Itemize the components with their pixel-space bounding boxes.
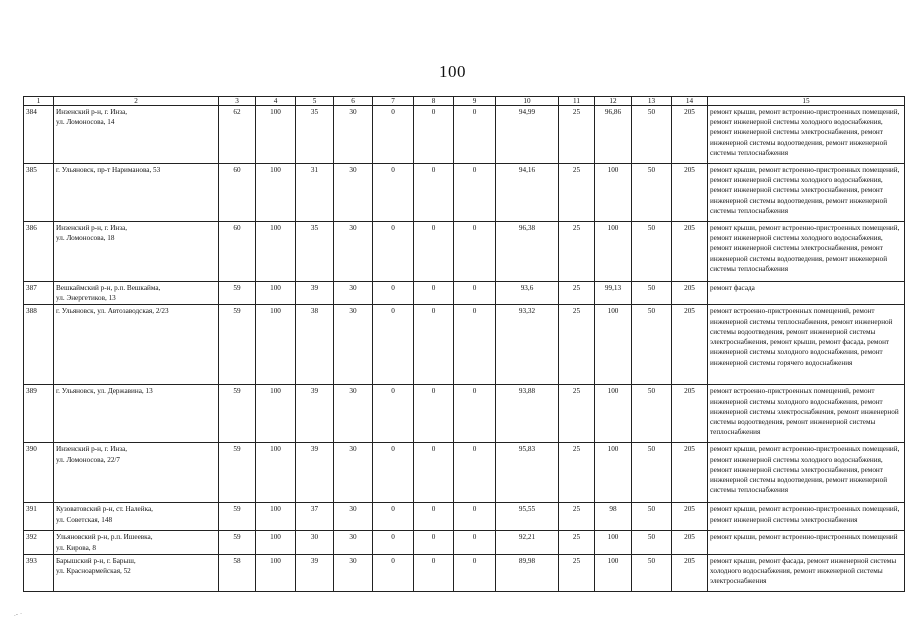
value-cell: 0 <box>373 282 414 305</box>
value-cell: 100 <box>256 554 296 591</box>
value-cell: 60 <box>219 164 256 222</box>
value-cell: 205 <box>672 503 708 531</box>
value-cell: 31 <box>296 164 334 222</box>
row-number: 385 <box>24 164 54 222</box>
table-row <box>24 282 905 305</box>
value-cell: 25 <box>559 443 595 503</box>
column-number: 14 <box>672 97 708 106</box>
row-number: 388 <box>24 305 54 385</box>
address-cell <box>54 503 219 531</box>
value-cell: 30 <box>334 554 373 591</box>
address-line: Барышский р-н, г. Барыш, <box>56 556 136 565</box>
value-cell: 30 <box>334 282 373 305</box>
value-cell: 0 <box>373 503 414 531</box>
address-line: ул. Ломоносова, 18 <box>56 234 115 243</box>
column-number: 3 <box>219 97 256 106</box>
value-cell: 205 <box>672 305 708 385</box>
value-cell: 50 <box>632 106 672 164</box>
column-number: 2 <box>54 97 219 106</box>
value-cell: 50 <box>632 443 672 503</box>
value-cell: 37 <box>296 503 334 531</box>
value-cell: 0 <box>373 554 414 591</box>
value-cell: 100 <box>595 531 632 554</box>
value-cell: 25 <box>559 164 595 222</box>
value-cell: 59 <box>219 282 256 305</box>
value-cell: 25 <box>559 222 595 282</box>
address-line: Ульяновский р-н, р.п. Ишеевка, <box>56 533 153 542</box>
value-cell: 100 <box>256 503 296 531</box>
value-cell: 25 <box>559 503 595 531</box>
column-number: 11 <box>559 97 595 106</box>
value-cell: 59 <box>219 503 256 531</box>
value-cell: 30 <box>334 106 373 164</box>
value-cell: 205 <box>672 443 708 503</box>
value-cell: 50 <box>632 531 672 554</box>
value-cell: 39 <box>296 443 334 503</box>
value-cell: 39 <box>296 282 334 305</box>
value-cell: 205 <box>672 531 708 554</box>
row-number: 390 <box>24 443 54 503</box>
address-line: Вешкаймский р-н, р.п. Вешкайма, <box>56 284 161 292</box>
value-cell: 25 <box>559 554 595 591</box>
value-cell: 59 <box>219 385 256 443</box>
address-line: Инзенский р-н, г. Инза, <box>56 108 128 116</box>
table-row <box>24 222 905 282</box>
value-cell: 25 <box>559 531 595 554</box>
value-cell: 89,98 <box>496 554 559 591</box>
value-cell: 0 <box>414 554 454 591</box>
value-cell: 0 <box>454 554 496 591</box>
address-line: г. Ульяновск, пр-т Нариманова, 53 <box>56 166 161 174</box>
row-number: 391 <box>24 503 54 531</box>
row-number: 384 <box>24 106 54 164</box>
value-cell: 0 <box>454 222 496 282</box>
value-cell: 50 <box>632 164 672 222</box>
works-cell: ремонт встроенно-пристроенных помещений, ремонт инженерной системы теплоснабжения, ремонт инженерной системы водоотведения, ремонт инженерной системы электроснабжения, ремонт крыши, ремонт фасада, ремонт инженерной системы холодного водоснабжения, ремонт инженерной системы горячего водоснабжения <box>708 305 905 385</box>
value-cell: 0 <box>454 106 496 164</box>
value-cell: 0 <box>414 385 454 443</box>
value-cell: 100 <box>256 164 296 222</box>
table-row <box>24 554 905 591</box>
table-row <box>24 443 905 503</box>
row-number: 389 <box>24 385 54 443</box>
value-cell: 0 <box>373 531 414 554</box>
value-cell: 0 <box>454 164 496 222</box>
column-number-row <box>24 97 905 106</box>
value-cell: 39 <box>296 554 334 591</box>
value-cell: 30 <box>334 385 373 443</box>
value-cell: 59 <box>219 443 256 503</box>
column-number: 10 <box>496 97 559 106</box>
value-cell: 58 <box>219 554 256 591</box>
value-cell: 100 <box>595 554 632 591</box>
value-cell: 205 <box>672 106 708 164</box>
table-row <box>24 503 905 531</box>
row-number: 393 <box>24 554 54 591</box>
value-cell: 50 <box>632 503 672 531</box>
row-number: 392 <box>24 531 54 554</box>
scan-mark: .- · <box>14 610 23 618</box>
value-cell: 30 <box>334 531 373 554</box>
works-cell: ремонт крыши, ремонт фасада, ремонт инженерной системы холодного водоснабжения, ремонт инженерной системы электроснабжения <box>708 554 905 591</box>
address-line: Кузоватовский р-н, ст. Налейка, <box>56 505 153 514</box>
address-line: Инзенский р-н, г. Инза, <box>56 445 128 454</box>
value-cell: 30 <box>334 164 373 222</box>
page-number: 100 <box>439 62 466 81</box>
address-cell <box>54 385 219 443</box>
value-cell: 0 <box>373 222 414 282</box>
value-cell: 35 <box>296 222 334 282</box>
value-cell: 96,38 <box>496 222 559 282</box>
column-number: 8 <box>414 97 454 106</box>
value-cell: 50 <box>632 385 672 443</box>
value-cell: 30 <box>334 503 373 531</box>
value-cell: 100 <box>256 222 296 282</box>
row-number: 386 <box>24 222 54 282</box>
table-row <box>24 305 905 385</box>
value-cell: 0 <box>454 305 496 385</box>
value-cell: 100 <box>595 305 632 385</box>
value-cell: 0 <box>414 503 454 531</box>
value-cell: 25 <box>559 305 595 385</box>
value-cell: 205 <box>672 282 708 305</box>
value-cell: 0 <box>454 443 496 503</box>
value-cell: 62 <box>219 106 256 164</box>
value-cell: 205 <box>672 164 708 222</box>
works-cell: ремонт крыши, ремонт встроенно-пристроенных помещений, ремонт инженерной системы холодного водоснабжения, ремонт инженерной системы электроснабжения, ремонт инженерной системы водоотведения, ремонт инженерной системы теплоснабжения <box>708 222 905 282</box>
address-cell <box>54 282 219 305</box>
value-cell: 60 <box>219 222 256 282</box>
value-cell: 25 <box>559 106 595 164</box>
value-cell: 0 <box>414 106 454 164</box>
table-row <box>24 385 905 443</box>
value-cell: 100 <box>256 385 296 443</box>
value-cell: 0 <box>454 385 496 443</box>
address-cell <box>54 305 219 385</box>
value-cell: 0 <box>414 282 454 305</box>
value-cell: 93,32 <box>496 305 559 385</box>
value-cell: 30 <box>334 305 373 385</box>
value-cell: 100 <box>595 443 632 503</box>
value-cell: 0 <box>414 222 454 282</box>
value-cell: 100 <box>256 282 296 305</box>
works-cell: ремонт крыши, ремонт встроенно-пристроенных помещений, ремонт инженерной системы холодного водоснабжения, ремонт инженерной системы электроснабжения, ремонт инженерной системы водоотведения, ремонт инженерной системы теплоснабжения <box>708 164 905 222</box>
value-cell: 0 <box>454 531 496 554</box>
address-line: ул. Ломоносова, 22/7 <box>56 455 121 464</box>
value-cell: 39 <box>296 385 334 443</box>
works-cell: ремонт крыши, ремонт встроенно-пристроенных помещений, ремонт инженерной системы холодного водоснабжения, ремонт инженерной системы электроснабжения, ремонт инженерной системы водоотведения, ремонт инженерной системы теплоснабжения <box>708 443 905 503</box>
address-line: г. Ульяновск, ул. Автозаводская, 2/23 <box>56 307 169 316</box>
value-cell: 0 <box>414 531 454 554</box>
address-cell <box>54 531 219 554</box>
column-number: 4 <box>256 97 296 106</box>
value-cell: 100 <box>595 164 632 222</box>
value-cell: 205 <box>672 554 708 591</box>
address-cell <box>54 106 219 164</box>
value-cell: 0 <box>414 443 454 503</box>
value-cell: 30 <box>334 443 373 503</box>
value-cell: 0 <box>373 164 414 222</box>
value-cell: 100 <box>256 106 296 164</box>
works-cell: ремонт фасада <box>708 282 905 305</box>
value-cell: 94,16 <box>496 164 559 222</box>
address-line: Инзенский р-н, г. Инза, <box>56 224 128 232</box>
value-cell: 99,13 <box>595 282 632 305</box>
column-number: 9 <box>454 97 496 106</box>
address-cell <box>54 443 219 503</box>
value-cell: 0 <box>373 443 414 503</box>
column-number: 12 <box>595 97 632 106</box>
value-cell: 50 <box>632 554 672 591</box>
address-cell <box>54 164 219 222</box>
column-number: 15 <box>708 97 905 106</box>
value-cell: 0 <box>414 305 454 385</box>
address-cell <box>54 222 219 282</box>
value-cell: 92,21 <box>496 531 559 554</box>
address-line: ул. Энергетиков, 13 <box>56 294 116 303</box>
value-cell: 0 <box>373 106 414 164</box>
value-cell: 25 <box>559 282 595 305</box>
value-cell: 100 <box>595 222 632 282</box>
value-cell: 0 <box>454 282 496 305</box>
value-cell: 100 <box>256 531 296 554</box>
value-cell: 100 <box>256 305 296 385</box>
value-cell: 93,88 <box>496 385 559 443</box>
value-cell: 205 <box>672 222 708 282</box>
works-cell: ремонт встроенно-пристроенных помещений, ремонт инженерной системы холодного водоснабжения, ремонт инженерной системы электроснабжения, ремонт инженерной системы водоотведения, ремонт инженерной системы теплоснабжения <box>708 385 905 443</box>
address-cell <box>54 554 219 591</box>
address-line: ул. Красноармейская, 52 <box>56 567 131 576</box>
value-cell: 98 <box>595 503 632 531</box>
value-cell: 59 <box>219 305 256 385</box>
value-cell: 0 <box>414 164 454 222</box>
value-cell: 0 <box>373 305 414 385</box>
value-cell: 0 <box>454 503 496 531</box>
table-row <box>24 164 905 222</box>
value-cell: 38 <box>296 305 334 385</box>
works-cell: ремонт крыши, ремонт встроенно-пристроенных помещений <box>708 531 905 554</box>
table-row <box>24 531 905 554</box>
row-number: 387 <box>24 282 54 305</box>
address-line: ул. Советская, 148 <box>56 515 113 524</box>
value-cell: 25 <box>559 385 595 443</box>
address-line: ул. Ломоносова, 14 <box>56 118 115 127</box>
column-number: 7 <box>373 97 414 106</box>
value-cell: 50 <box>632 282 672 305</box>
column-number: 5 <box>296 97 334 106</box>
column-number: 13 <box>632 97 672 106</box>
value-cell: 0 <box>373 385 414 443</box>
value-cell: 100 <box>595 385 632 443</box>
table-row <box>24 106 905 164</box>
address-line: г. Ульяновск, ул. Державина, 13 <box>56 387 153 396</box>
repair-table <box>23 96 905 592</box>
value-cell: 93,6 <box>496 282 559 305</box>
value-cell: 96,86 <box>595 106 632 164</box>
value-cell: 50 <box>632 222 672 282</box>
value-cell: 205 <box>672 385 708 443</box>
value-cell: 100 <box>256 443 296 503</box>
value-cell: 30 <box>334 222 373 282</box>
column-number: 1 <box>24 97 54 106</box>
value-cell: 35 <box>296 106 334 164</box>
address-line: ул. Кирова, 8 <box>56 543 96 552</box>
value-cell: 94,99 <box>496 106 559 164</box>
value-cell: 50 <box>632 305 672 385</box>
column-number: 6 <box>334 97 373 106</box>
value-cell: 95,55 <box>496 503 559 531</box>
value-cell: 95,83 <box>496 443 559 503</box>
value-cell: 30 <box>296 531 334 554</box>
value-cell: 59 <box>219 531 256 554</box>
works-cell: ремонт крыши, ремонт встроенно-пристроенных помещений, ремонт инженерной системы холодного водоснабжения, ремонт инженерной системы электроснабжения, ремонт инженерной системы водоотведения, ремонт инженерной системы теплоснабжения <box>708 106 905 164</box>
works-cell: ремонт крыши, ремонт встроенно-пристроенных помещений, ремонт инженерной системы электроснабжения <box>708 503 905 531</box>
